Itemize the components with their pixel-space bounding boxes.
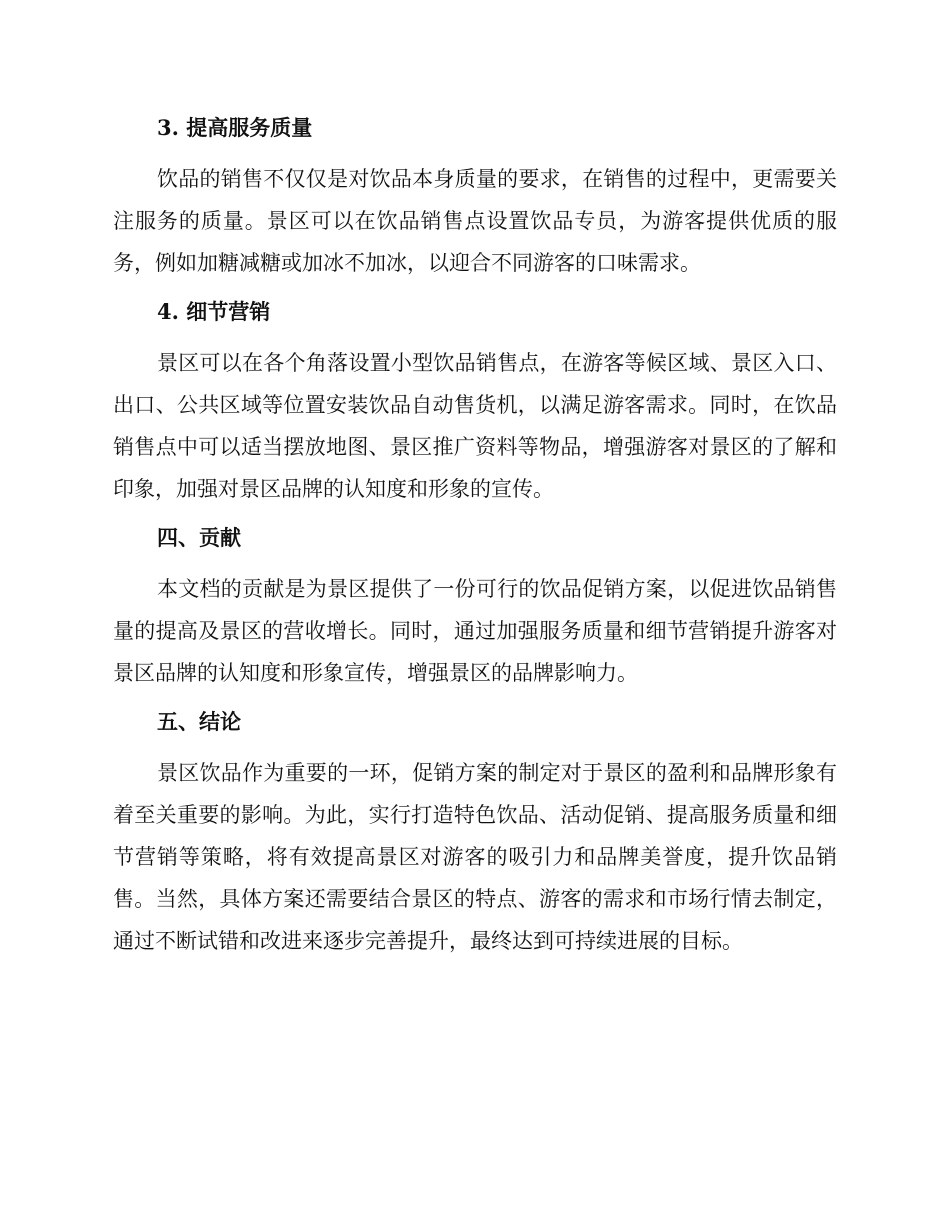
section-heading-service-quality: 3. 提高服务质量 xyxy=(157,115,313,140)
section-heading-detail-marketing: 4. 细节营销 xyxy=(157,299,271,324)
paragraph-conclusion: 景区饮品作为重要的一环，促销方案的制定对于景区的盈利和品牌形象有着至关重要的影响。为此，实行打造特色饮品、活动促销、提高服务质量和细节营销等策略，将有效提高景区对游客的吸引力和品牌美誉度，提升饮品销售。当然，具体方案还需要结合景区的特点、游客的需求和市场行情去制定，通过不断试错和改进来逐步完善提升，最终达到可持续进展的目标。 xyxy=(113,761,837,953)
section-heading-contribution: 四、贡献 xyxy=(157,525,241,550)
section-heading-conclusion: 五、结论 xyxy=(157,709,241,734)
paragraph-detail-marketing: 景区可以在各个角落设置小型饮品销售点，在游客等候区域、景区入口、出口、公共区域等位置安装饮品自动售货机，以满足游客需求。同时，在饮品销售点中可以适当摆放地图、景区推广资料等物品，增强游客对景区的了解和印象，加强对景区品牌的认知度和形象的宣传。 xyxy=(113,351,837,501)
paragraph-service-quality: 饮品的销售不仅仅是对饮品本身质量的要求，在销售的过程中，更需要关注服务的质量。景区可以在饮品销售点设置饮品专员，为游客提供优质的服务，例如加糖减糖或加冰不加冰，以迎合不同游客的口味需求。 xyxy=(113,167,837,275)
paragraph-contribution: 本文档的贡献是为景区提供了一份可行的饮品促销方案，以促进饮品销售量的提高及景区的营收增长。同时，通过加强服务质量和细节营销提升游客对景区品牌的认知度和形象宣传，增强景区的品牌影响力。 xyxy=(113,577,837,685)
